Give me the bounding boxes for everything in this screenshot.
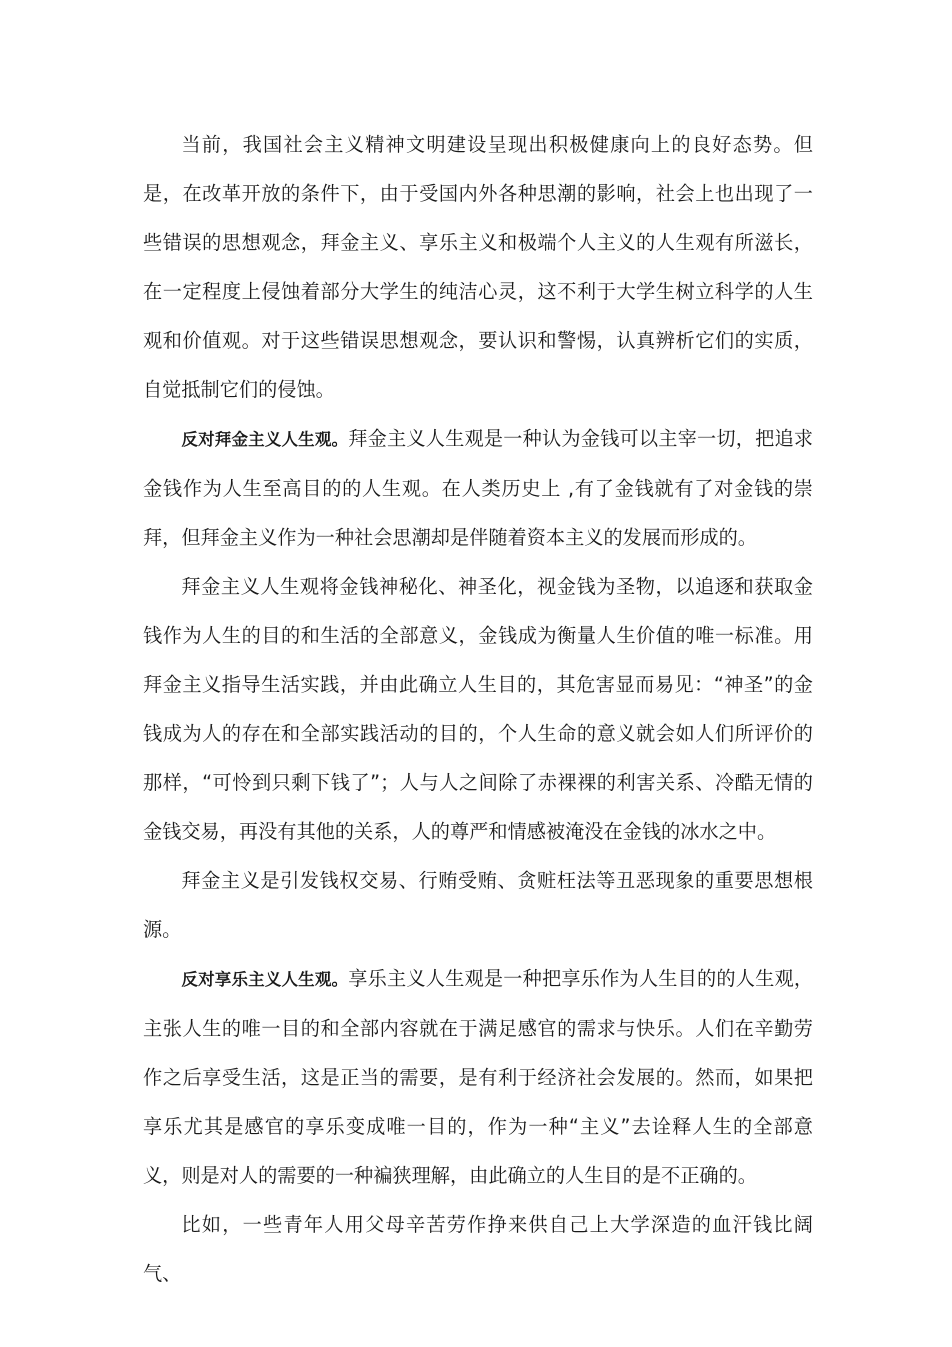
paragraph-text: 拜金主义是引发钱权交易、行贿受贿、贪赃枉法等丑恶现象的重要思想根源。 [143,869,813,941]
paragraph-example [143,1200,813,1298]
paragraph-money-worship-root [143,856,813,954]
section-heading: 反对拜金主义人生观。 [181,430,349,449]
paragraph-text: 拜金主义人生观将金钱神秘化、神圣化，视金钱为圣物，以追逐和获取金钱作为人生的目的和生活的全部意义，金钱成为衡量人生价值的唯一标准。用拜金主义指导生活实践，并由此确立人生目的，其危害显而易见：“神圣”的金钱成为人的存在和全部实践活动的目的，个人生命的意义就会如人们所评价的那样，“可怜到只剩下钱了”；人与人之间除了赤裸裸的利害关系、冷酷无情的金钱交易，再没有其他的关系，人的尊严和情感被淹没在金钱的冰水之中。 [143,575,813,843]
paragraph-anti-hedonism [143,954,813,1200]
document-body [143,120,813,1298]
paragraph-money-worship-harm [143,562,813,856]
paragraph-text: 当前，我国社会主义精神文明建设呈现出积极健康向上的良好态势。但是，在改革开放的条件下，由于受国内外各种思潮的影响，社会上也出现了一些错误的思想观念，拜金主义、享乐主义和极端个人主义的人生观有所滋长，在一定程度上侵蚀着部分大学生的纯洁心灵，这不利于大学生树立科学的人生观和价值观。对于这些错误思想观念，要认识和警惕，认真辨析它们的实质，自觉抵制它们的侵蚀。 [143,133,813,401]
paragraph-text: 比如，一些青年人用父母辛苦劳作挣来供自己上大学深造的血汗钱比阔气、 [143,1213,813,1285]
paragraph-text: 享乐主义人生观是一种把享乐作为人生目的的人生观，主张人生的唯一目的和全部内容就在于满足感官的需求与快乐。人们在辛勤劳作之后享受生活，这是正当的需要，是有利于经济社会发展的。然而，如果把享乐尤其是感官的享乐变成唯一目的，作为一种“主义”去诠释人生的全部意义，则是对人的需要的一种褊狭理解，由此确立的人生目的是不正确的。 [143,967,814,1187]
paragraph-intro [143,120,813,414]
paragraph-anti-money-worship [143,414,813,562]
paragraph-text: 拜金主义人生观是一种认为金钱可以主宰一切，把追求金钱作为人生至高目的的人生观。在人类历史上 ,有了金钱就有了对金钱的崇拜，但拜金主义作为一种社会思潮却是伴随着资本主义的发展而形成的。 [143,427,814,549]
section-heading: 反对享乐主义人生观。 [181,970,349,989]
